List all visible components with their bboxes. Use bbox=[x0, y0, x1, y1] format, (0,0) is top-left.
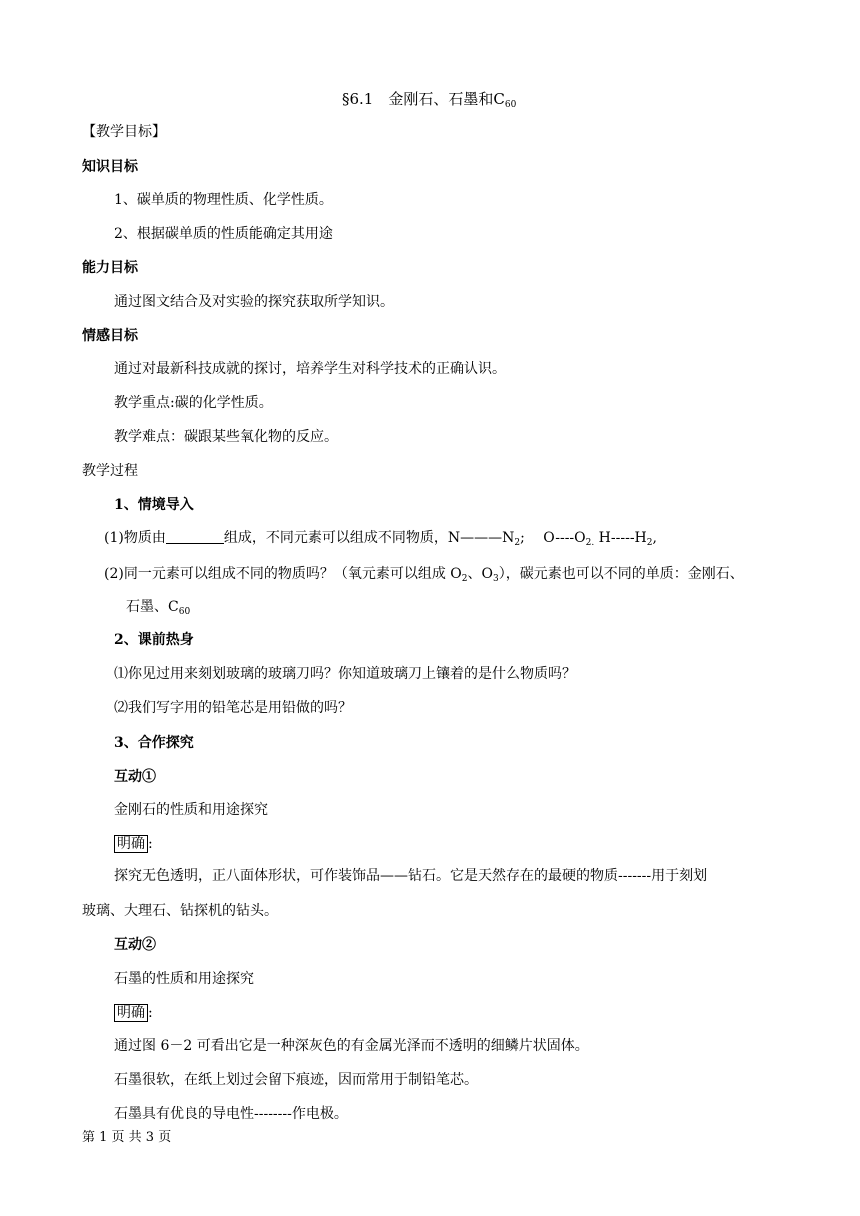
process-heading: 教学过程 bbox=[82, 463, 138, 479]
section2-question-1: ⑴你见过用来刻划玻璃的玻璃刀吗？你知道玻璃刀上镶着的是什么物质吗？ bbox=[114, 666, 576, 682]
interaction2-text-2: 石墨很软，在纸上划过会留下痕迹，因而常用于制铅笔芯。 bbox=[114, 1072, 478, 1088]
q2-part-a: (2)同一元素可以组成不同的物质吗？（氧元素可以组成 O bbox=[104, 566, 462, 582]
clarify-colon: : bbox=[148, 836, 153, 852]
interaction1-topic: 金刚石的性质和用途探究 bbox=[114, 802, 268, 818]
section1-question-1 bbox=[104, 528, 657, 553]
title-subscript: 60 bbox=[504, 100, 517, 110]
knowledge-item-1: 1、碳单质的物理性质、化学性质。 bbox=[114, 192, 333, 208]
q2-part-b: 、O bbox=[467, 566, 493, 582]
q1-part-d: H-----H bbox=[594, 530, 647, 546]
clarify-label: 明确 bbox=[114, 1004, 148, 1022]
n2-subscript: 2 bbox=[514, 538, 521, 548]
interaction2-text-1: 通过图 6－2 可看出它是一种深灰色的有金属光泽而不透明的细鳞片状固体。 bbox=[114, 1038, 589, 1054]
section1-question-2 bbox=[104, 564, 744, 589]
h2-subscript: 2 bbox=[646, 538, 653, 548]
knowledge-item-2: 2、根据碳单质的性质能确定其用途 bbox=[114, 226, 333, 242]
interaction1-text-1: 探究无色透明，正八面体形状，可作装饰品——钻石。它是天然存在的最硬的物质-------用于刻划 bbox=[114, 868, 708, 884]
emotion-text: 通过对最新科技成就的探讨，培养学生对科学技术的正确认识。 bbox=[114, 361, 506, 377]
q1-part-a: (1)物质由 bbox=[104, 530, 166, 546]
interaction1-clarify bbox=[114, 834, 153, 854]
knowledge-heading: 知识目标 bbox=[82, 159, 138, 175]
o3-subscript: 3 bbox=[492, 574, 499, 584]
c60-subscript: 60 bbox=[178, 607, 191, 617]
interaction1-heading: 互动① bbox=[114, 769, 156, 785]
section3-heading: 3、合作探究 bbox=[114, 735, 194, 751]
o2-subscript: 2 bbox=[461, 574, 468, 584]
section2-heading: 2、课前热身 bbox=[114, 632, 194, 648]
interaction2-heading: 互动② bbox=[114, 937, 156, 953]
q1-part-e: , bbox=[652, 530, 657, 546]
fill-blank bbox=[166, 529, 224, 544]
q2-part-c: ），碳元素也可以不同的单质：金刚石、 bbox=[498, 566, 744, 582]
emotion-heading: 情感目标 bbox=[82, 328, 138, 344]
section1-heading: 1、情境导入 bbox=[114, 497, 194, 513]
clarify-label: 明确 bbox=[114, 835, 148, 853]
clarify-colon: : bbox=[148, 1005, 153, 1021]
interaction2-clarify bbox=[114, 1003, 153, 1023]
page-footer: 第 1 页 共 3 页 bbox=[82, 1130, 172, 1145]
ability-text: 通过图文结合及对实验的探究获取所学知识。 bbox=[114, 294, 394, 310]
section1-question-2-cont bbox=[126, 597, 190, 622]
title-text: §6.1 金刚石、石墨和C bbox=[342, 90, 505, 108]
objectives-heading: 【教学目标】 bbox=[82, 124, 166, 140]
q1-part-c: ; O----O bbox=[520, 530, 586, 546]
q1-part-b: 组成，不同元素可以组成不同物质，N———N bbox=[223, 530, 515, 546]
key-point: 教学重点:碳的化学性质。 bbox=[114, 395, 273, 411]
interaction1-text-2: 玻璃、大理石、钻探机的钻头。 bbox=[82, 903, 278, 919]
page-title bbox=[342, 89, 516, 115]
o2-subscript: 2. bbox=[585, 538, 595, 548]
interaction2-text-3: 石墨具有优良的导电性--------作电极。 bbox=[114, 1106, 348, 1122]
ability-heading: 能力目标 bbox=[82, 260, 138, 276]
difficulty: 教学难点：碳跟某些氧化物的反应。 bbox=[114, 429, 338, 445]
q2-line2: 石墨、C bbox=[126, 599, 179, 615]
interaction2-topic: 石墨的性质和用途探究 bbox=[114, 971, 254, 987]
section2-question-2: ⑵我们写字用的铅笔芯是用铅做的吗？ bbox=[114, 700, 352, 716]
